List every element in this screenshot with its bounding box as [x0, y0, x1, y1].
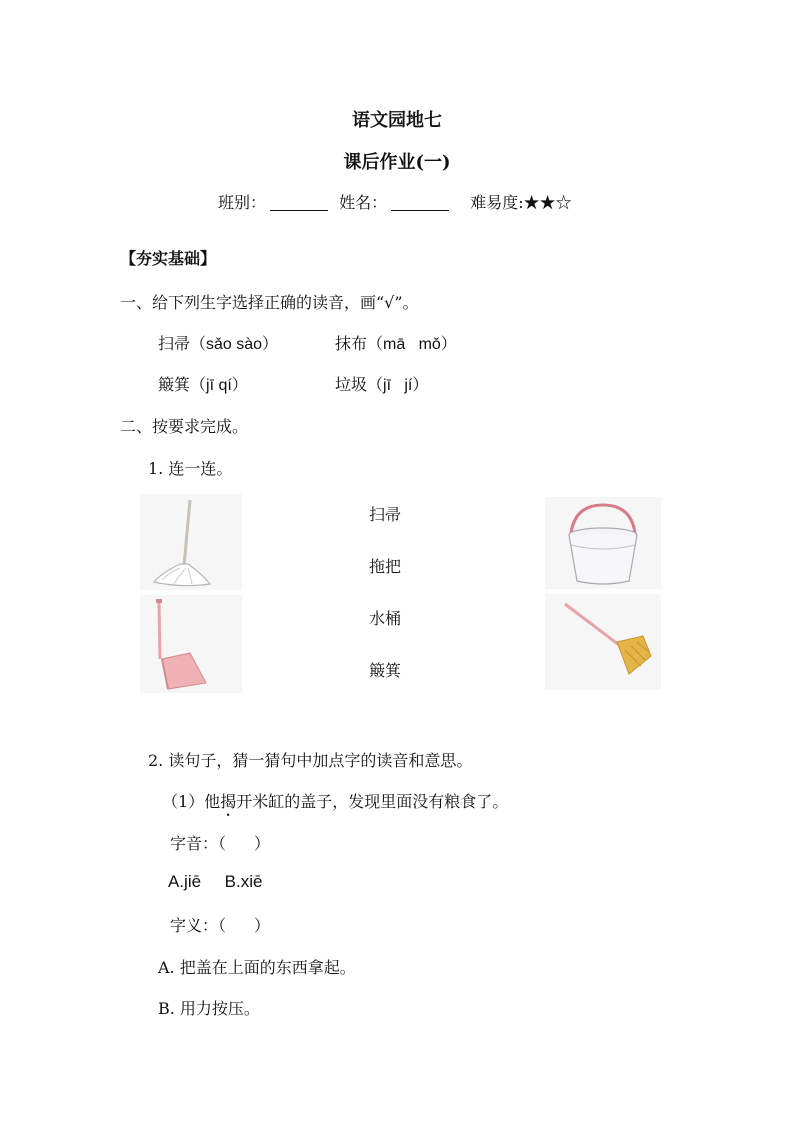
q1-item-4 [335, 372, 428, 395]
meaning-label: 字义：（ [170, 916, 227, 935]
section-heading: 【夯实基础】 [120, 249, 217, 268]
dustpan-picture[interactable] [140, 595, 242, 693]
sound-close: ） [254, 834, 271, 853]
sentence-prefix: （1）他 [162, 792, 221, 811]
broom-picture[interactable] [545, 594, 661, 690]
q1-item-word: 扫帚 [158, 334, 191, 353]
name-label: 姓名： [339, 193, 388, 212]
meaning-answer-line [170, 913, 270, 936]
q2-sub2-label: 2. 读句子，猜一猜句中加点字的读音和意思。 [148, 751, 473, 770]
q1-item-word: 簸箕 [158, 375, 191, 394]
q1-item-pinyin[interactable]: （jī jí） [367, 377, 429, 394]
sound-options[interactable]: A.jiē B.xiē [168, 872, 263, 891]
worksheet-title: 语文园地七 [352, 110, 442, 131]
q1-item-2 [335, 331, 457, 354]
q1-item-pinyin[interactable]: （jī qí） [190, 377, 248, 394]
bucket-picture[interactable] [545, 497, 661, 589]
q1-item-pinyin[interactable]: （mā mǒ） [367, 336, 457, 353]
q2-sub2-sentence [162, 789, 508, 820]
sound-label: 字音：（ [170, 834, 227, 853]
meaning-close: ） [254, 916, 271, 935]
dustpan-icon [140, 595, 242, 693]
question-2-prompt: 二、按要求完成。 [120, 417, 249, 436]
match-word-mop[interactable]: 拖把 [369, 557, 402, 576]
worksheet-subtitle: 课后作业(一) [343, 152, 451, 173]
sentence-suffix: 开米缸的盖子，发现里面没有粮食了。 [236, 792, 509, 811]
name-field[interactable] [391, 194, 449, 211]
q2-sub1-label: 1. 连一连。 [148, 459, 233, 478]
q1-item-word: 垃圾 [335, 375, 368, 394]
match-word-bucket[interactable]: 水桶 [369, 609, 402, 628]
meaning-option-b[interactable]: B. 用力按压。 [158, 999, 260, 1018]
q1-item-pinyin[interactable]: （sǎo sào） [190, 336, 279, 353]
meaning-option-a[interactable]: A. 把盖在上面的东西拿起。 [158, 958, 356, 977]
sound-answer-line [170, 831, 270, 854]
sentence-dotted-char: 揭 [220, 792, 237, 811]
difficulty-label: 难易度: [470, 193, 524, 212]
mop-picture[interactable] [140, 494, 242, 590]
class-label: 班别： [218, 193, 267, 212]
question-1-prompt: 一、给下列生字选择正确的读音，画“√”。 [120, 293, 419, 312]
q1-item-1 [158, 331, 278, 354]
bucket-icon [545, 497, 661, 589]
match-word-dustpan[interactable]: 簸箕 [369, 661, 402, 680]
broom-icon [545, 594, 661, 690]
q1-item-3 [158, 372, 248, 395]
match-word-broom[interactable]: 扫帚 [369, 505, 402, 524]
class-field[interactable] [270, 194, 328, 211]
mop-icon [140, 494, 242, 590]
q1-item-word: 抹布 [335, 334, 368, 353]
student-info-line [218, 190, 572, 213]
difficulty-stars: ★★☆ [523, 193, 572, 212]
